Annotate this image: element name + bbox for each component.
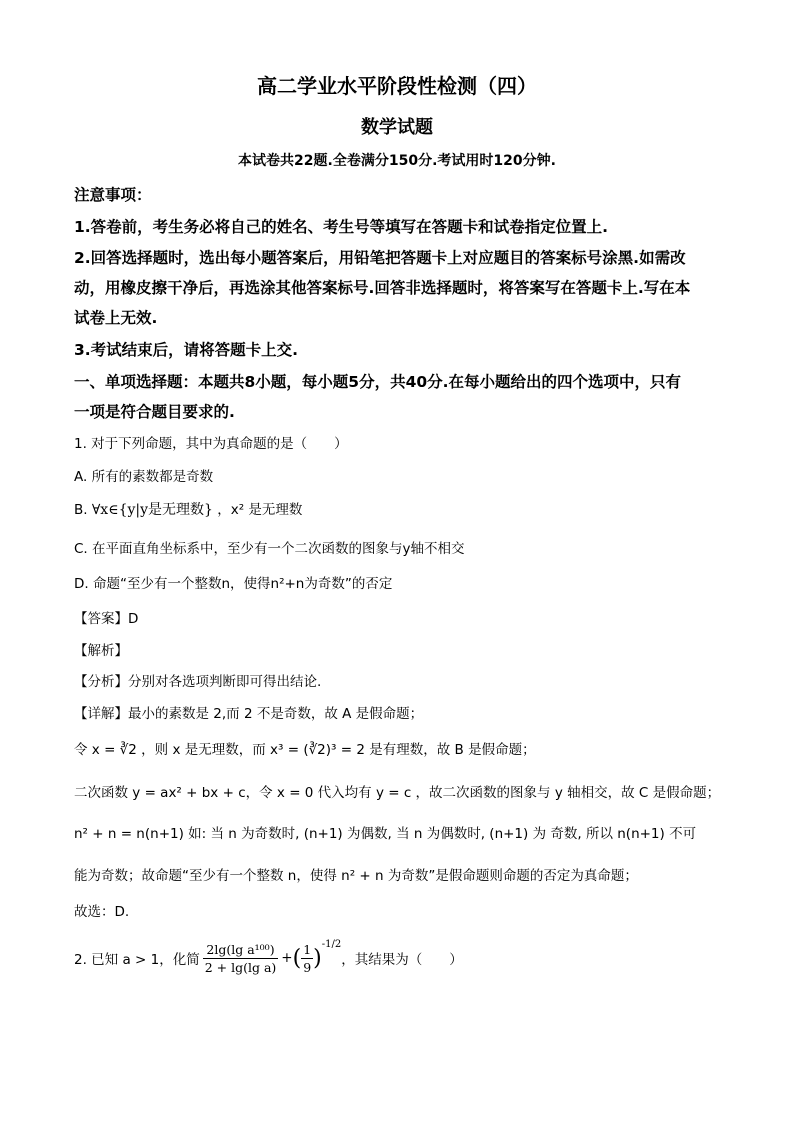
q2-power <box>292 938 342 975</box>
q1-option-b-suffix: ，x² 是无理数 <box>217 502 303 518</box>
q1-option-b-set: ∀x∈{y|y是无理数} <box>91 502 213 518</box>
notice-item-3: 3.考试结束后，请将答题卡上交. <box>74 341 299 359</box>
q2-power-base-den: 9 <box>303 959 312 975</box>
q1-option-d: D. 命题“至少有一个整数n，使得n²+n为奇数”的否定 <box>74 576 393 592</box>
q1-explain-b: 令 x = ∛2 ，则 x 是无理数，而 x³ = (∛2)³ = 2 是有理数，故 B 是假命题； <box>74 742 536 758</box>
q2-power-exponent: -1/2 <box>321 938 342 950</box>
section-heading-line2: 一项是符合题目要求的. <box>74 403 235 421</box>
q2-power-base <box>301 942 313 975</box>
q1-answer: 【答案】D <box>74 611 139 627</box>
q1-explain-d-line2: 能为奇数；故命题“至少有一个整数 n，使得 n² + n 为奇数”是假命题则命题的否定为真命题； <box>74 868 638 884</box>
notice-item-2-line1: 2.回答选择题时，选出每小题答案后，用铅笔把答题卡上对应题目的答案标号涂黑.如需改 <box>74 249 686 267</box>
q1-xiangjie: 【详解】最小的素数是 2,而 2 不是奇数，故 A 是假命题； <box>74 706 424 722</box>
notice-heading: 注意事项： <box>74 186 152 204</box>
q1-explain-c: 二次函数 y = ax² + bx + c，令 x = 0 代入均有 y = c ，故二次函数的图象与 y 轴相交，故 C 是假命题； <box>74 785 721 801</box>
page-title: 高二学业水平阶段性检测（四） <box>257 74 537 98</box>
q1-fenxi: 【分析】分别对各选项判断即可得出结论. <box>74 674 322 690</box>
q2-plus: + <box>281 950 293 966</box>
q1-option-c: C. 在平面直角坐标系中，至少有一个二次函数的图象与y轴不相交 <box>74 541 465 557</box>
q2-fraction <box>203 942 279 975</box>
q2-fraction-numerator: 2lg(lg a¹⁰⁰) <box>203 942 279 959</box>
q1-option-b <box>74 498 302 519</box>
q2-fraction-denominator: 2 + lg(lg a) <box>204 959 277 975</box>
notice-item-1: 1.答卷前，考生务必将自己的姓名、考生号等填写在答题卡和试卷指定位置上. <box>74 218 609 236</box>
q2-prefix: 2. 已知 a > 1，化简 <box>74 952 200 968</box>
q2-right-paren: ) <box>313 945 322 971</box>
q2-left-paren: ( <box>292 945 302 971</box>
q1-conclusion: 故选：D. <box>74 904 130 920</box>
q1-option-a: A. 所有的素数都是奇数 <box>74 469 214 485</box>
q1-option-b-label: B. <box>74 502 92 518</box>
section-heading-line1: 一、单项选择题：本题共8小题，每小题5分，共40分.在每小题给出的四个选项中，只有 <box>74 373 682 391</box>
q1-analysis-label: 【解析】 <box>74 643 128 659</box>
q1-explain-d-line1: n² + n = n(n+1) 如: 当 n 为奇数时, (n+1) 为偶数, 当 n 为偶数时, (n+1) 为 奇数, 所以 n(n+1) 不可 <box>74 826 697 842</box>
notice-item-2-line2: 动，用橡皮擦干净后，再选涂其他答案标号.回答非选择题时，将答案写在答题卡上.写在本 <box>74 279 691 297</box>
page-subtitle: 数学试题 <box>361 117 433 138</box>
exam-info: 本试卷共22题.全卷满分150分.考试用时120分钟. <box>238 153 556 169</box>
q2-power-base-num: 1 <box>303 941 312 957</box>
notice-item-2-line3: 试卷上无效. <box>74 309 158 327</box>
q2-suffix: ，其结果为（ ） <box>341 952 463 968</box>
q2-stem <box>74 933 463 983</box>
q1-stem: 1. 对于下列命题，其中为真命题的是（ ） <box>74 436 348 452</box>
